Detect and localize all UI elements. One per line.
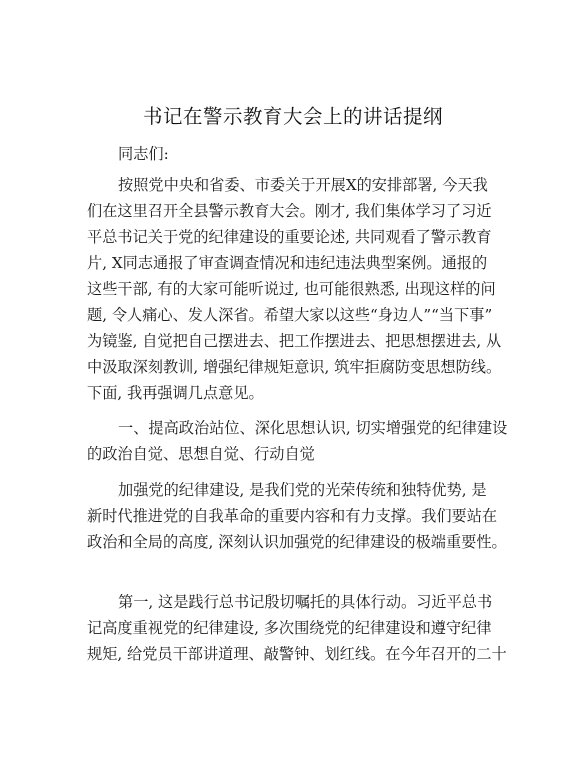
paragraph-line: 新时代推进党的自我革命的重要内容和有力支撑。我们要站在 — [87, 507, 498, 525]
section-heading-line: 一、提高政治站位、深化思想认识, 切实增强党的纪律建设 — [118, 419, 508, 437]
paragraph-line: 下面, 我再强调几点意见。 — [87, 384, 264, 402]
document-title: 书记在警示教育大会上的讲话提纲 — [142, 105, 443, 128]
paragraph-line: 中汲取深刻教训, 增强纪律规矩意识, 筑牢拒腐防变思想防线。 — [87, 358, 502, 376]
paragraph-line: 政治和全局的高度, 深刻认识加强党的纪律建设的极端重要性。 — [87, 533, 507, 551]
section-heading-line: 的政治自觉、思想自觉、行动自觉 — [87, 445, 315, 463]
paragraph-line: 片, X同志通报了审查调查情况和违纪违法典型案例。通报的 — [87, 254, 488, 272]
paragraph-line: 们在这里召开全县警示教育大会。刚才, 我们集体学习了习近 — [87, 202, 492, 220]
paragraph-line: 为镜鉴, 自觉把自己摆进去、把工作摆进去、把思想摆进去, 从 — [87, 332, 502, 350]
paragraph-line: 按照党中央和省委、市委关于开展X的安排部署, 今天我 — [118, 176, 488, 194]
paragraph-line: 加强党的纪律建设, 是我们党的光荣传统和独特优势, 是 — [118, 481, 487, 499]
paragraph-line: 记高度重视党的纪律建设, 多次围绕党的纪律建设和遵守纪律 — [87, 619, 492, 637]
paragraph-line: 这些干部, 有的大家可能听说过, 也可能很熟悉, 出现这样的问 — [87, 280, 496, 298]
paragraph-line: 平总书记关于党的纪律建设的重要论述, 共同观看了警示教育 — [87, 228, 492, 246]
salutation: 同志们: — [118, 145, 169, 163]
paragraph-line: 第一, 这是践行总书记殷切嘱托的具体行动。习近平总书 — [118, 593, 493, 611]
paragraph-line: 规矩, 给党员干部讲道理、敲警钟、划红线。在今年召开的二十 — [87, 645, 507, 663]
paragraph-line: 题, 令人痛心、发人深省。希望大家以这些“身边人”“当下事” — [87, 306, 493, 324]
